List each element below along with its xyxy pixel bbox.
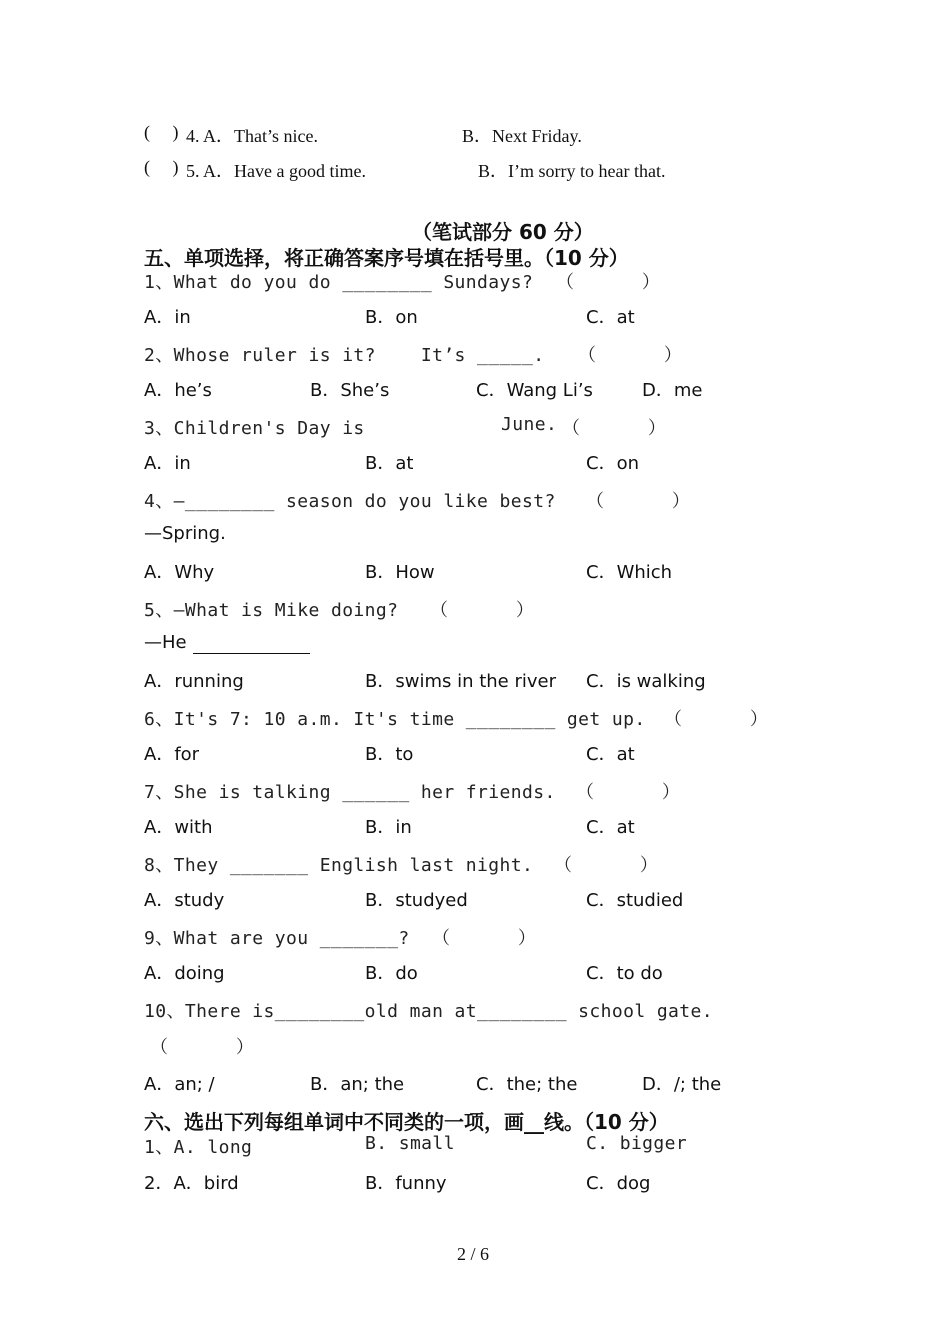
question-3-options	[0, 449, 950, 485]
question-10-options	[0, 1070, 950, 1106]
section-6-title-text: 六、选出下列每组单词中不同类的一项，画__线。（10 分）	[144, 1110, 669, 1134]
option-b: B．swims in the river	[365, 671, 557, 692]
question-4-options	[0, 558, 950, 594]
option-a: 5. A．Have a good time.	[186, 161, 366, 181]
section-5-title-text: 五、单项选择，将正确答案序号填在括号里。（10 分）	[144, 246, 629, 270]
question-stem: 4、—________ season do you like best?	[144, 491, 556, 512]
question-stem: 1、What do you do ________ Sundays?	[144, 272, 534, 293]
option-b: B．She’s	[310, 380, 390, 401]
question-stem: 2、Whose ruler is it? It’s _____.	[144, 345, 545, 366]
option-a: A．study	[144, 890, 225, 911]
option-c: C．Which	[586, 562, 673, 583]
question-stem: 8、They _______ English last night.	[144, 855, 534, 876]
option-b: B．on	[365, 307, 418, 328]
question-1-options	[0, 303, 950, 339]
answer-paren: （ ）	[586, 491, 691, 512]
answer-paren: （ ）	[578, 345, 683, 366]
answer-paren: （ ）	[150, 1037, 255, 1058]
question-1-stem	[0, 268, 950, 304]
answer-line: —He	[144, 632, 187, 653]
option-b: B．funny	[365, 1173, 447, 1194]
question-4-stem	[0, 487, 950, 523]
answer-paren: （ ）	[664, 709, 769, 730]
answer-line: —Spring.	[144, 523, 226, 544]
option-a: A．in	[144, 453, 191, 474]
answer-paren: （ ）	[556, 272, 661, 293]
section-6-question-2	[0, 1169, 950, 1205]
question-2-stem	[0, 341, 950, 377]
section-6-question-1	[0, 1133, 950, 1169]
question-stem: 9、What are you _______?	[144, 928, 410, 949]
question-stem: 5、—What is Mike doing?	[144, 600, 399, 621]
question-5-options	[0, 667, 950, 703]
option-a: A．in	[144, 307, 191, 328]
option-b: B．to	[365, 744, 414, 765]
option-b: B．do	[365, 963, 418, 984]
question-4-answer-line	[0, 523, 950, 559]
option-b: B．studyed	[365, 890, 468, 911]
option-a: A．he’s	[144, 380, 212, 401]
option-b: B．Next Friday.	[462, 126, 582, 146]
answer-paren: （ ）	[576, 782, 681, 803]
answer-paren: ( )	[144, 122, 179, 142]
question-stem: 3、Children's Day is	[144, 418, 365, 439]
option-c: C．the; the	[476, 1074, 578, 1095]
option-a: A．running	[144, 671, 244, 692]
question-10-stem	[0, 997, 950, 1033]
option-b: B．How	[365, 562, 435, 583]
listening-question-4	[0, 122, 950, 158]
question-8-stem	[0, 851, 950, 887]
question-3-stem	[0, 414, 950, 450]
option-d: D．/; the	[642, 1074, 722, 1095]
question-5-stem	[0, 596, 950, 632]
question-stem-end: June.	[501, 414, 558, 435]
option-c: C．at	[586, 744, 635, 765]
answer-paren: （ ）	[432, 928, 537, 949]
answer-paren: （ ）	[554, 855, 659, 876]
option-b: B．at	[365, 453, 414, 474]
question-8-options	[0, 886, 950, 922]
option-a: A．with	[144, 817, 213, 838]
option-a: A．for	[144, 744, 200, 765]
option-c: C. bigger	[586, 1133, 688, 1154]
option-c: C．at	[586, 307, 635, 328]
question-9-stem	[0, 924, 950, 960]
option-b: B．I’m sorry to hear that.	[478, 161, 666, 181]
option-a: A．an; /	[144, 1074, 215, 1095]
question-stem: 6、It's 7: 10 a.m. It's time ________ get up.	[144, 709, 646, 730]
question-9-options	[0, 959, 950, 995]
question-7-stem	[0, 778, 950, 814]
option-a: 1、A. long	[144, 1137, 253, 1158]
option-b: B. small	[365, 1133, 455, 1154]
answer-paren: ( )	[144, 157, 179, 177]
answer-paren: （ ）	[430, 600, 535, 621]
question-stem: 7、She is talking ______ her friends.	[144, 782, 556, 803]
option-b: B．an; the	[310, 1074, 405, 1095]
page-number: 2 / 6	[457, 1244, 490, 1264]
option-c: C．Wang Li’s	[476, 380, 593, 401]
written-part-title-text: （笔试部分 60 分）	[412, 220, 594, 244]
option-c: C．dog	[586, 1173, 651, 1194]
option-a: 2．A．bird	[144, 1173, 239, 1194]
listening-question-5	[0, 157, 950, 193]
option-c: C．is walking	[586, 671, 706, 692]
question-10-paren	[0, 1033, 950, 1069]
question-6-stem	[0, 705, 950, 741]
option-c: C．to do	[586, 963, 663, 984]
option-c: C．on	[586, 453, 639, 474]
option-d: D．me	[642, 380, 703, 401]
option-a: 4. A．That’s nice.	[186, 126, 318, 146]
question-7-options	[0, 813, 950, 849]
option-a: A．doing	[144, 963, 225, 984]
blank-underline	[193, 635, 310, 654]
question-6-options	[0, 740, 950, 776]
option-c: C．studied	[586, 890, 684, 911]
option-a: A．Why	[144, 562, 215, 583]
question-5-answer-line	[0, 632, 950, 668]
option-c: C．at	[586, 817, 635, 838]
page-footer	[0, 1244, 950, 1280]
question-stem: 10、There is________old man at________ school gate.	[144, 1001, 714, 1022]
question-2-options	[0, 376, 950, 412]
option-b: B．in	[365, 817, 412, 838]
answer-paren: （ ）	[562, 418, 667, 439]
